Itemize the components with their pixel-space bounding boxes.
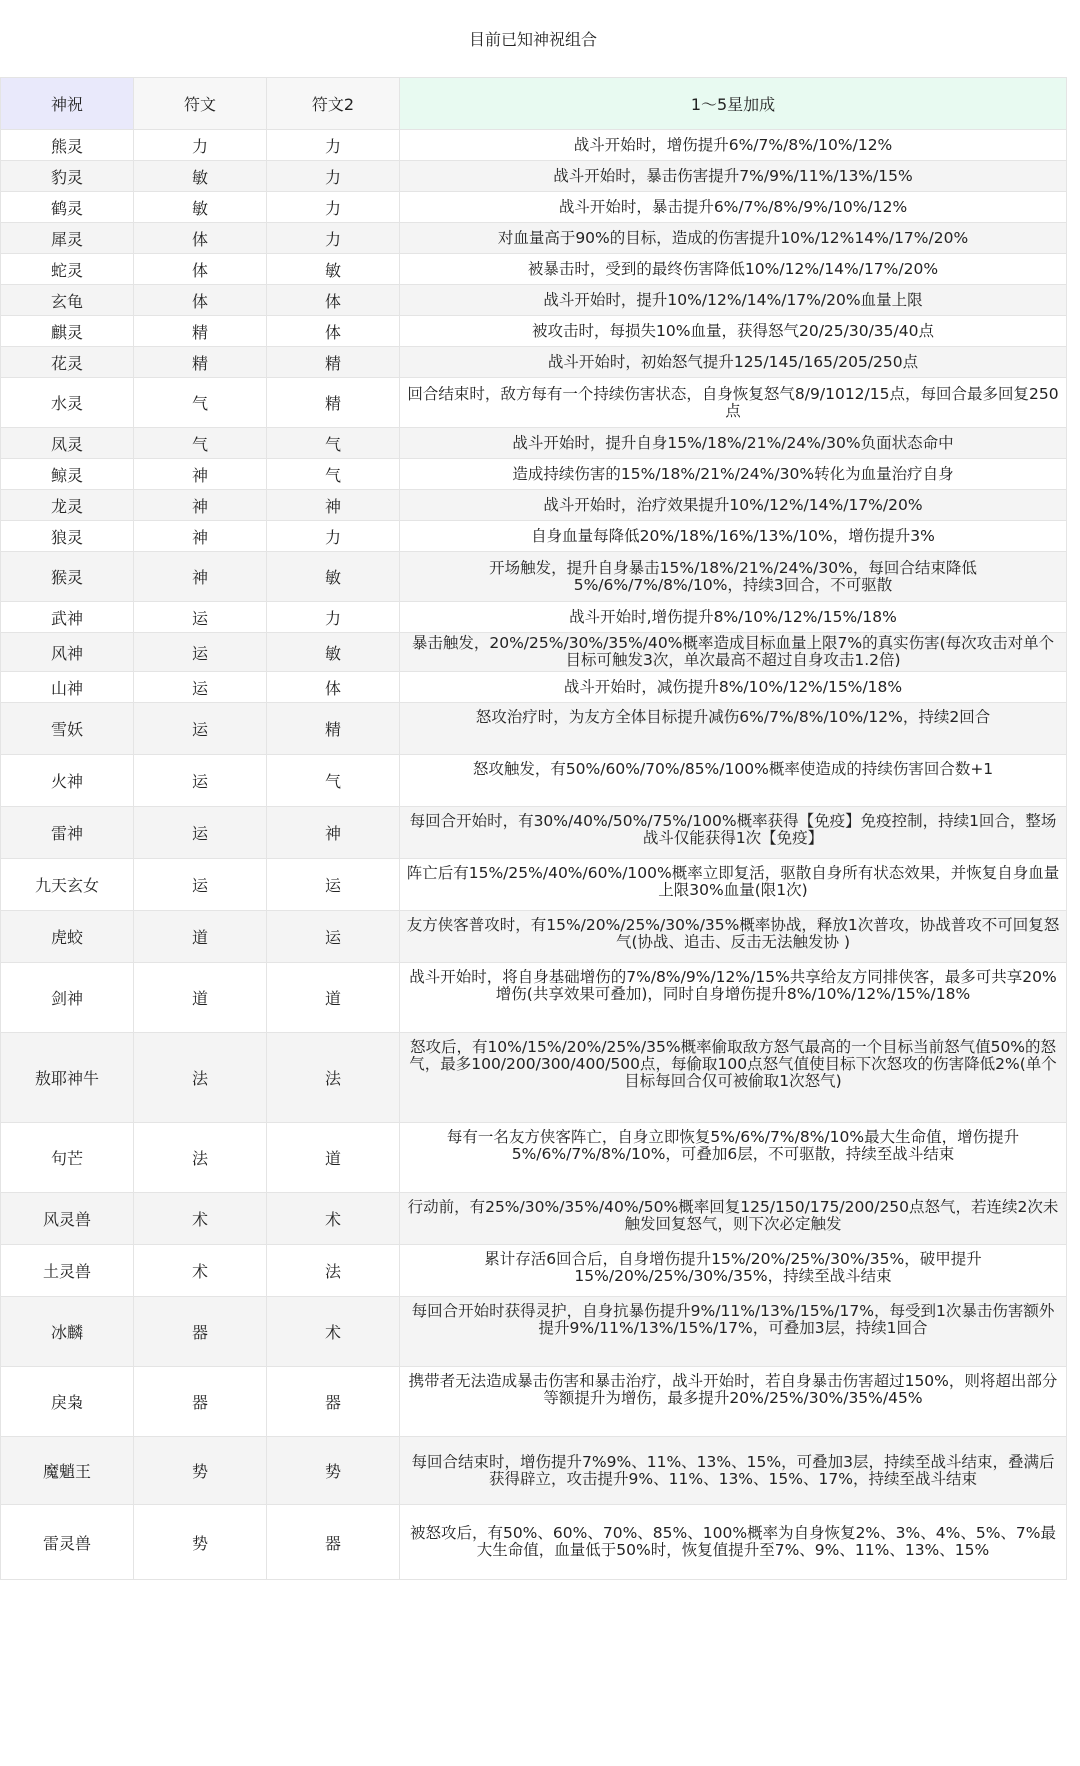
table-row (1, 1123, 1067, 1193)
rune2-cell: 力 (267, 223, 400, 254)
rune1-cell: 运 (134, 602, 267, 633)
rune2-cell: 法 (267, 1245, 400, 1297)
bless-cell: 熊灵 (1, 130, 134, 161)
header-bless: 神祝 (1, 78, 134, 130)
table-row (1, 161, 1067, 192)
bless-cell: 虎蛟 (1, 911, 134, 963)
rune1-cell: 神 (134, 490, 267, 521)
rune2-cell: 器 (267, 1505, 400, 1580)
rune1-cell: 术 (134, 1245, 267, 1297)
table-row (1, 1297, 1067, 1367)
rune2-cell: 敏 (267, 633, 400, 672)
bless-cell: 火神 (1, 755, 134, 807)
table-row (1, 285, 1067, 316)
rune1-cell: 体 (134, 223, 267, 254)
bless-cell: 凤灵 (1, 428, 134, 459)
blessing-table (0, 77, 1067, 1580)
rune1-cell: 势 (134, 1437, 267, 1505)
rune2-cell: 法 (267, 1033, 400, 1123)
rune1-cell: 法 (134, 1123, 267, 1193)
rune1-cell: 敏 (134, 161, 267, 192)
bonus-cell: 暴击触发，20%/25%/30%/35%/40%概率造成目标血量上限7%的真实伤害(每次攻击对单个目标可触发3次，单次最高不超过自身攻击1.2倍) (400, 633, 1067, 672)
bonus-cell: 被怒攻后，有50%、60%、70%、85%、100%概率为自身恢复2%、3%、4%、5%、7%最大生命值，血量低于50%时，恢复值提升至7%、9%、11%、13%、15% (400, 1505, 1067, 1580)
bless-cell: 雷神 (1, 807, 134, 859)
bonus-cell: 友方侠客普攻时，有15%/20%/25%/30%/35%概率协战，释放1次普攻，协战普攻不可回复怒气(协战、追击、反击无法触发协 ) (400, 911, 1067, 963)
table-row (1, 192, 1067, 223)
header-bonus: 1～5星加成 (400, 78, 1067, 130)
rune1-cell: 神 (134, 552, 267, 602)
rune2-cell: 敏 (267, 552, 400, 602)
bless-cell: 戾枭 (1, 1367, 134, 1437)
rune2-cell: 力 (267, 161, 400, 192)
table-row (1, 378, 1067, 428)
bonus-cell: 回合结束时，敌方每有一个持续伤害状态，自身恢复怒气8/9/1012/15点，每回合最多回复250点 (400, 378, 1067, 428)
bless-cell: 犀灵 (1, 223, 134, 254)
bless-cell: 风神 (1, 633, 134, 672)
bless-cell: 豹灵 (1, 161, 134, 192)
bonus-cell: 战斗开始时，暴击提升6%/7%/8%/9%/10%/12% (400, 192, 1067, 223)
table-row (1, 223, 1067, 254)
table-row (1, 1505, 1067, 1580)
bonus-cell: 被暴击时，受到的最终伤害降低10%/12%/14%/17%/20% (400, 254, 1067, 285)
bonus-cell: 战斗开始时，提升自身15%/18%/21%/24%/30%负面状态命中 (400, 428, 1067, 459)
bonus-cell: 携带者无法造成暴击伤害和暴击治疗，战斗开始时，若自身暴击伤害超过150%，则将超出部分等额提升为增伤，最多提升20%/25%/30%/35%/45% (400, 1367, 1067, 1437)
bonus-cell: 怒攻治疗时，为友方全体目标提升减伤6%/7%/8%/10%/12%，持续2回合 (400, 703, 1067, 755)
bless-cell: 蛇灵 (1, 254, 134, 285)
table-row (1, 1193, 1067, 1245)
rune1-cell: 运 (134, 672, 267, 703)
bless-cell: 鲸灵 (1, 459, 134, 490)
table-row (1, 1033, 1067, 1123)
rune1-cell: 器 (134, 1297, 267, 1367)
table-row (1, 428, 1067, 459)
rune1-cell: 气 (134, 428, 267, 459)
bless-cell: 敖耶神牛 (1, 1033, 134, 1123)
table-row (1, 552, 1067, 602)
bless-cell: 狼灵 (1, 521, 134, 552)
bonus-cell: 每回合结束时，增伤提升7%9%、11%、13%、15%，可叠加3层，持续至战斗结束，叠满后获得辟立，攻击提升9%、11%、13%、15%、17%，持续至战斗结束 (400, 1437, 1067, 1505)
rune1-cell: 运 (134, 807, 267, 859)
table-row (1, 672, 1067, 703)
rune2-cell: 精 (267, 347, 400, 378)
bonus-cell: 战斗开始时，增伤提升6%/7%/8%/10%/12% (400, 130, 1067, 161)
bless-cell: 土灵兽 (1, 1245, 134, 1297)
bonus-cell: 战斗开始时，初始怒气提升125/145/165/205/250点 (400, 347, 1067, 378)
rune1-cell: 运 (134, 859, 267, 911)
bless-cell: 龙灵 (1, 490, 134, 521)
rune2-cell: 力 (267, 521, 400, 552)
table-row (1, 254, 1067, 285)
table-row (1, 1367, 1067, 1437)
bonus-cell: 对血量高于90%的目标，造成的伤害提升10%/12%14%/17%/20% (400, 223, 1067, 254)
rune1-cell: 体 (134, 254, 267, 285)
bless-cell: 剑神 (1, 963, 134, 1033)
rune2-cell: 体 (267, 285, 400, 316)
rune2-cell: 体 (267, 672, 400, 703)
table-row (1, 911, 1067, 963)
rune2-cell: 术 (267, 1297, 400, 1367)
rune2-cell: 精 (267, 703, 400, 755)
rune1-cell: 器 (134, 1367, 267, 1437)
rune2-cell: 神 (267, 490, 400, 521)
bless-cell: 武神 (1, 602, 134, 633)
bless-cell: 雪妖 (1, 703, 134, 755)
bless-cell: 句芒 (1, 1123, 134, 1193)
rune1-cell: 法 (134, 1033, 267, 1123)
bonus-cell: 开场触发，提升自身暴击15%/18%/21%/24%/30%，每回合结束降低5%/6%/7%/8%/10%，持续3回合，不可驱散 (400, 552, 1067, 602)
table-row (1, 755, 1067, 807)
bonus-cell: 战斗开始时,增伤提升8%/10%/12%/15%/18% (400, 602, 1067, 633)
rune2-cell: 势 (267, 1437, 400, 1505)
bless-cell: 猴灵 (1, 552, 134, 602)
bonus-cell: 每回合开始时，有30%/40%/50%/75%/100%概率获得【免疫】免疫控制，持续1回合，整场战斗仅能获得1次【免疫】 (400, 807, 1067, 859)
bless-cell: 玄龟 (1, 285, 134, 316)
bonus-cell: 累计存活6回合后，自身增伤提升15%/20%/25%/30%/35%，破甲提升15%/20%/25%/30%/35%，持续至战斗结束 (400, 1245, 1067, 1297)
rune1-cell: 神 (134, 521, 267, 552)
rune1-cell: 运 (134, 755, 267, 807)
rune1-cell: 力 (134, 130, 267, 161)
bonus-cell: 战斗开始时，减伤提升8%/10%/12%/15%/18% (400, 672, 1067, 703)
rune2-cell: 体 (267, 316, 400, 347)
rune1-cell: 神 (134, 459, 267, 490)
rune2-cell: 敏 (267, 254, 400, 285)
rune2-cell: 气 (267, 428, 400, 459)
rune2-cell: 运 (267, 911, 400, 963)
table-row (1, 859, 1067, 911)
rune2-cell: 力 (267, 602, 400, 633)
rune2-cell: 道 (267, 963, 400, 1033)
header-row (1, 78, 1067, 130)
header-rune1: 符文 (134, 78, 267, 130)
rune1-cell: 敏 (134, 192, 267, 223)
table-row (1, 490, 1067, 521)
table-row (1, 521, 1067, 552)
bonus-cell: 被攻击时，每损失10%血量，获得怒气20/25/30/35/40点 (400, 316, 1067, 347)
table-row (1, 807, 1067, 859)
bless-cell: 水灵 (1, 378, 134, 428)
bonus-cell: 战斗开始时，暴击伤害提升7%/9%/11%/13%/15% (400, 161, 1067, 192)
rune1-cell: 运 (134, 633, 267, 672)
table-row (1, 130, 1067, 161)
rune2-cell: 神 (267, 807, 400, 859)
bonus-cell: 怒攻后，有10%/15%/20%/25%/35%概率偷取敌方怒气最高的一个目标当前怒气值50%的怒气，最多100/200/300/400/500点，每偷取100点怒气值使目标下次怒攻的伤害降低2%(单个目标每回合仅可被偷取1次怒气) (400, 1033, 1067, 1123)
table-row (1, 347, 1067, 378)
rune2-cell: 气 (267, 459, 400, 490)
bonus-cell: 战斗开始时，治疗效果提升10%/12%/14%/17%/20% (400, 490, 1067, 521)
bless-cell: 山神 (1, 672, 134, 703)
table-row (1, 1437, 1067, 1505)
rune2-cell: 力 (267, 192, 400, 223)
rune1-cell: 道 (134, 963, 267, 1033)
bless-cell: 魔魈王 (1, 1437, 134, 1505)
bonus-cell: 战斗开始时，将自身基础增伤的7%/8%/9%/12%/15%共享给友方同排侠客，最多可共享20%增伤(共享效果可叠加)，同时自身增伤提升8%/10%/12%/15%/18% (400, 963, 1067, 1033)
bonus-cell: 造成持续伤害的15%/18%/21%/24%/30%转化为血量治疗自身 (400, 459, 1067, 490)
rune2-cell: 道 (267, 1123, 400, 1193)
table-row (1, 633, 1067, 672)
rune2-cell: 力 (267, 130, 400, 161)
bonus-cell: 行动前，有25%/30%/35%/40%/50%概率回复125/150/175/200/250点怒气，若连续2次未触发回复怒气，则下次必定触发 (400, 1193, 1067, 1245)
rune2-cell: 运 (267, 859, 400, 911)
rune1-cell: 运 (134, 703, 267, 755)
header-rune2: 符文2 (267, 78, 400, 130)
table-row (1, 963, 1067, 1033)
rune2-cell: 术 (267, 1193, 400, 1245)
bless-cell: 风灵兽 (1, 1193, 134, 1245)
rune1-cell: 体 (134, 285, 267, 316)
table-row (1, 1245, 1067, 1297)
bonus-cell: 阵亡后有15%/25%/40%/60%/100%概率立即复活，驱散自身所有状态效果，并恢复自身血量上限30%血量(限1次) (400, 859, 1067, 911)
bless-cell: 雷灵兽 (1, 1505, 134, 1580)
bless-cell: 冰麟 (1, 1297, 134, 1367)
bonus-cell: 怒攻触发，有50%/60%/70%/85%/100%概率使造成的持续伤害回合数+1 (400, 755, 1067, 807)
bonus-cell: 每回合开始时获得灵护，自身抗暴伤提升9%/11%/13%/15%/17%，每受到1次暴击伤害额外提升9%/11%/13%/15%/17%，可叠加3层，持续1回合 (400, 1297, 1067, 1367)
bless-cell: 鹤灵 (1, 192, 134, 223)
bless-cell: 麒灵 (1, 316, 134, 347)
bonus-cell: 自身血量每降低20%/18%/16%/13%/10%，增伤提升3% (400, 521, 1067, 552)
page-title: 目前已知神祝组合 (0, 0, 1066, 78)
rune1-cell: 术 (134, 1193, 267, 1245)
bonus-cell: 每有一名友方侠客阵亡，自身立即恢复5%/6%/7%/8%/10%最大生命值，增伤提升5%/6%/7%/8%/10%，可叠加6层，不可驱散，持续至战斗结束 (400, 1123, 1067, 1193)
rune2-cell: 器 (267, 1367, 400, 1437)
bless-cell: 九天玄女 (1, 859, 134, 911)
rune1-cell: 精 (134, 316, 267, 347)
rune2-cell: 气 (267, 755, 400, 807)
rune1-cell: 道 (134, 911, 267, 963)
bless-cell: 花灵 (1, 347, 134, 378)
rune1-cell: 精 (134, 347, 267, 378)
rune2-cell: 精 (267, 378, 400, 428)
table-row (1, 703, 1067, 755)
table-row (1, 316, 1067, 347)
rune1-cell: 气 (134, 378, 267, 428)
table-row (1, 602, 1067, 633)
rune1-cell: 势 (134, 1505, 267, 1580)
bonus-cell: 战斗开始时，提升10%/12%/14%/17%/20%血量上限 (400, 285, 1067, 316)
table-row (1, 459, 1067, 490)
